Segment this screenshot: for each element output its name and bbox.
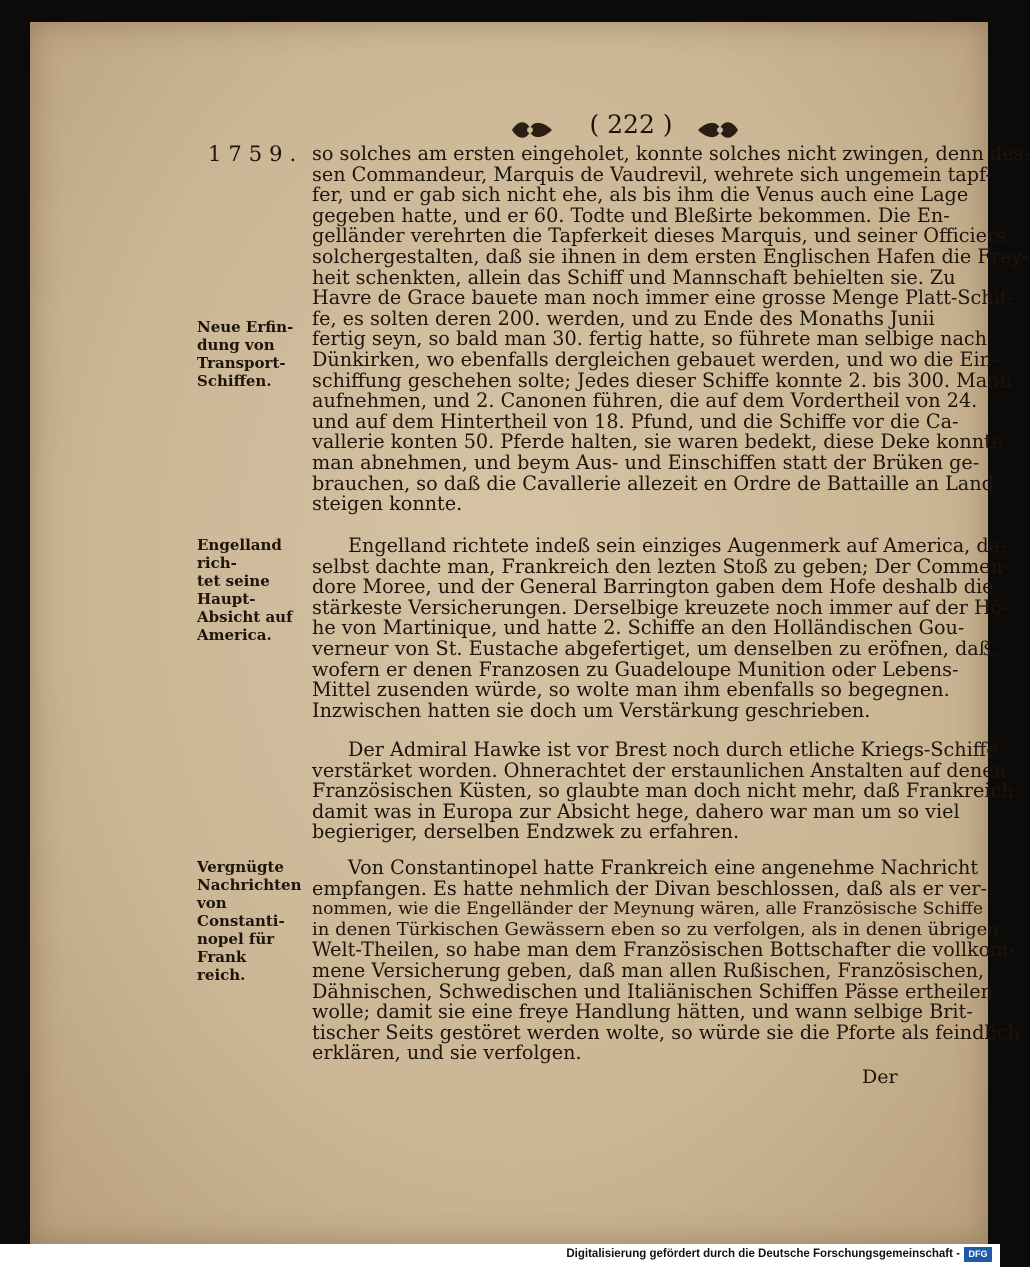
footer-credit: Digitalisierung gefördert durch die Deutsche Forschungsgemeinschaft -: [566, 1248, 960, 1260]
fleuron-right-icon: [696, 118, 740, 142]
paragraph-3: Der Admiral Hawke ist vor Brest noch durch etliche Kriegs-Schiffe verstärket worden. Ohnerachtet der erstaunlichen Anstalten auf denen Französischen Küsten, so glaubte man doch nicht mehr, daß Frankreich damit was in Europa zur Absicht hege, dahero war man um so viel begieriger, derselben Endzwek zu erfahren.: [312, 738, 1014, 844]
margin-note-transport-ships: Neue Erfin- dung von Transport- Schiffen.: [197, 318, 294, 390]
catchword: Der: [862, 1066, 898, 1088]
paragraph-1: so solches am ersten eingeholet, konnte solches nicht zwingen, denn des- sen Commandeur, Marquis de Vaudrevil, wehrete sich ungemein tapf- fer, und er gab sich nicht ehe, als bis ihm die Venus auch eine Lage gegeben hatte, und er 60. Todte und Bleßirte bekommen. Die En- gelländer verehrten die Tapferkeit dieses Marquis, und seiner Officiers solchergestalten, daß sie ihnen in dem ersten Englischen Hafen die Frey- heit schenkten, allein das Schiff und Mannschaft behielten sie. Zu Havre de Grace bauete man noch immer eine grosse Menge Platt-Schif- fe, es solten deren 200. werden, und zu Ende des Monaths Junii fertig seyn, so bald man 30. fertig hatte, so führete man selbige nach Dünkirken, wo ebenfalls dergleichen gebauet werden, und wo die Ein- schiffung geschehen solte; Jedes dieser Schiffe konnte 2. bis 300. Mann aufnehmen, und 2. Canonen führen, die auf dem Vordertheil von 24. und auf dem Hintertheil von 18. Pfund, und die Schiffe vor die Ca- vallerie konten 50. Pferde halten, sie waren bedekt, diese Deke konnte man abnehmen, und beym Aus- und Einschiffen statt der Brüken ge- brauchen, so daß die Cavallerie allezeit en Ordre de Battaille an Land steigen konnte.: [312, 142, 1030, 516]
margin-note-america: Engelland rich- tet seine Haupt- Absicht auf America.: [197, 536, 293, 644]
book-page: [30, 22, 1030, 1244]
paragraph-4: Von Constantinopel hatte Frankreich eine angenehme Nachricht empfangen. Es hatte nehmlich der Divan beschlossen, daß als er ver- nommen, wie die Engelländer der Meynung wären, alle Französische Schiffe in denen Türkischen Gewässern eben so zu verfolgen, als in denen übrigen Welt-Theilen, so habe man dem Französischen Bottschafter die vollkom- mene Versicherung geben, daß man allen Rußischen, Französischen, Dähnischen, Schwedischen und Italiänischen Schiffen Pässe ertheilen wolle; damit sie eine freye Handlung hätten, und wann selbige Brit- tischer Seits gestöret werden wolte, so würde sie die Pforte als feindlich erklären, und sie verfolgen.: [312, 856, 1020, 1065]
fleuron-left-icon: [510, 118, 554, 142]
dfg-logo-icon[interactable]: DFG: [964, 1247, 992, 1262]
margin-note-constantinople: Vergnügte Nachrichten von Constanti- nopel für Frank reich.: [197, 858, 302, 984]
paragraph-2: Engelland richtete indeß sein einziges Augenmerk auf America, da- selbst dachte man, Frankreich den lezten Stoß zu geben; Der Commen- dore Moree, und der General Barrington gaben dem Hofe deshalb die stärkeste Versicherungen. Derselbige kreuzete noch immer auf der Hö- he von Martinique, und hatte 2. Schiffe an den Holländischen Gou- verneur von St. Eustache abgefertiget, um denselben zu eröfnen, daß, wofern er denen Franzosen zu Guadeloupe Munition oder Lebens- Mittel zusenden würde, so wolte man ihm ebenfalls so begegnen. Inzwischen hatten sie doch um Verstärkung geschrieben.: [312, 534, 1010, 722]
year-marker: 1759.: [208, 142, 304, 166]
digitization-footer: [0, 1244, 1000, 1267]
page-number: ( 222 ): [589, 110, 673, 139]
